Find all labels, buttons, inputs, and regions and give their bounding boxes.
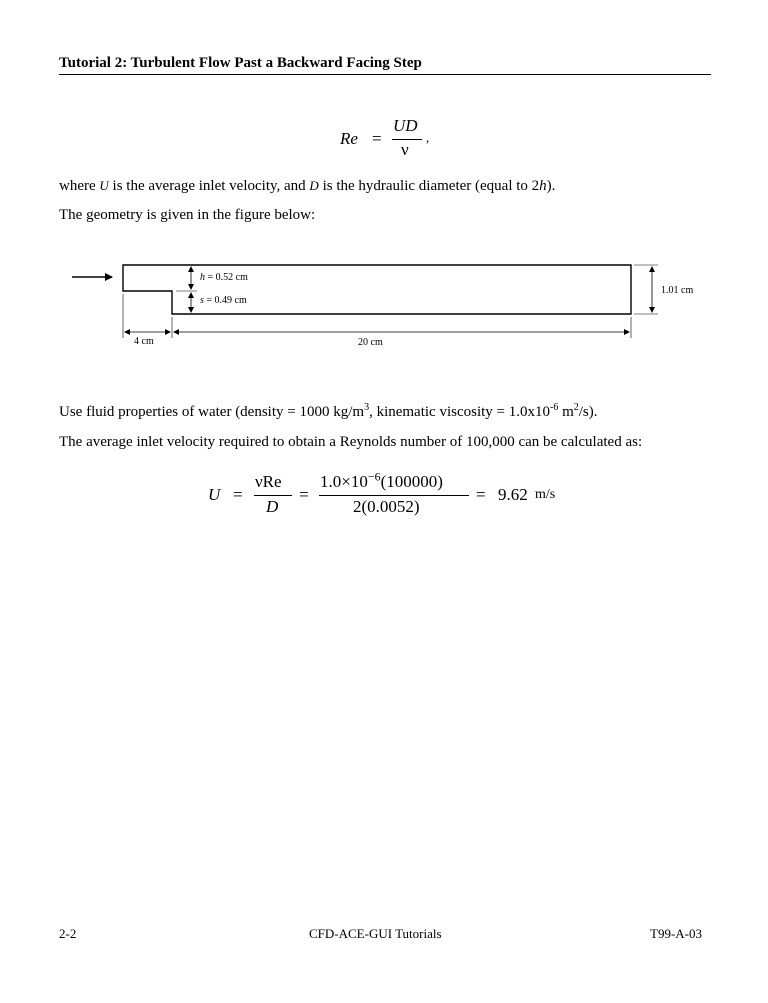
footer-page-number: 2-2 [59,926,77,941]
inlet-length-label: 4 cm [134,336,154,347]
equation-comma: , [426,130,430,145]
s-dimension-label: s = 0.49 cm [200,295,247,306]
equation-denominator: ν [401,140,409,159]
equation-equals: = [372,129,382,148]
var-u: U [99,178,109,193]
equation-equals: = [476,485,486,504]
para-velocity-intro: The average inlet velocity required to obtain a Reynolds number of 100,000 can be calculated as: [59,434,643,450]
fraction1-denominator: D [266,497,279,516]
para-fluid-properties [59,403,598,421]
equation-reynolds [330,115,450,165]
fraction2-numerator: $1.0\times 10^{-6}(100000)$ [320,469,443,491]
para-geometry-intro: The geometry is given in the figure below: [59,207,316,223]
equation-lhs: U [208,485,221,504]
superscript: 3 [364,402,370,413]
equation-unit: m/s [535,487,556,502]
geometry-figure [0,250,768,360]
footer-doc-code: T99-A-03 [650,926,702,941]
text: is the hydraulic diameter (equal to 2 [318,178,540,194]
text: /s). [578,404,598,420]
header-rule [59,74,711,75]
equation-equals: = [233,485,243,504]
fraction1-numerator: νRe [255,472,282,491]
para-definition [59,177,555,195]
superscript: 2 [573,402,579,413]
text: , kinematic viscosity = 1.0x10 [369,404,550,420]
equation-result: 9.62 [498,485,528,504]
height-dimension-label: 1.01 cm [661,285,694,296]
text: Use fluid properties of water (density = 1000 kg/m [59,404,365,420]
h-dimension-label: h = 0.52 cm [200,272,248,283]
fraction2-denominator: 2(0.0052) [353,497,420,516]
footer-center-title: CFD-ACE-GUI Tutorials [309,926,442,941]
equation-equals: = [299,485,309,504]
var-d: D [309,178,319,193]
text: m [558,404,574,420]
channel-length-label: 20 cm [358,337,383,348]
equation-lhs: Re [340,129,358,148]
text: is the average inlet velocity, and [108,178,310,194]
text: ). [546,178,556,194]
fraction-bar [319,495,469,496]
text: where [59,178,100,194]
equation-velocity [200,466,580,526]
superscript: -6 [550,402,559,413]
fraction-bar [254,495,292,496]
var-h: h [539,178,547,194]
page-header-title: Tutorial 2: Turbulent Flow Past a Backward Facing Step [59,55,422,71]
equation-numerator: UD [393,116,418,135]
